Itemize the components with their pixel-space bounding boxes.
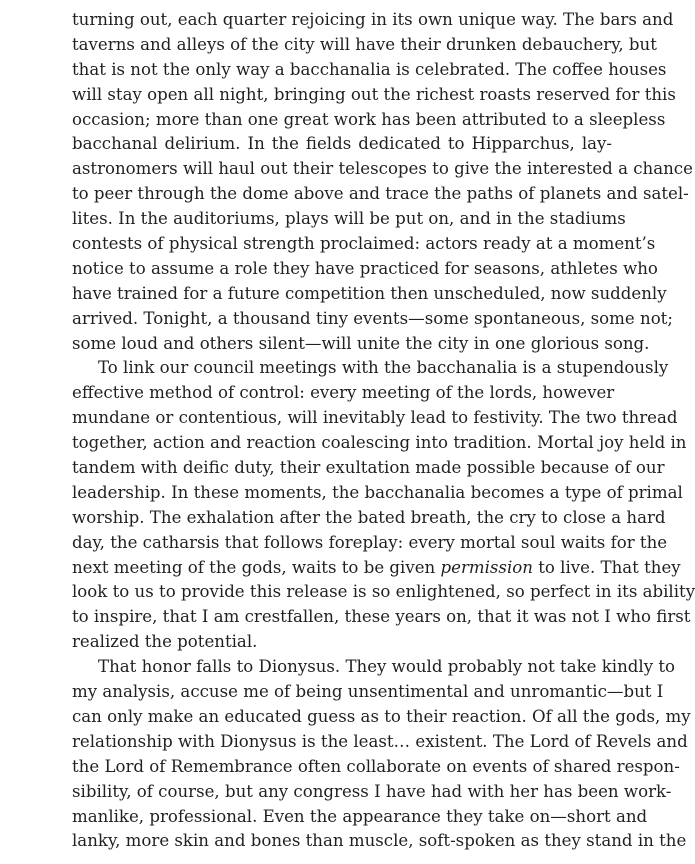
text-line: effective method of control: every meeting of the lords, however [72,383,615,403]
text-line: That honor falls to Dionysus. They would probably not take kindly to [98,657,676,677]
text-line: day, the catharsis that follows foreplay: every mortal soul waits for the [72,532,668,552]
text-line: that is not the only way a bacchanalia is celebrated. The coffee houses [72,59,667,79]
text-line: will stay open all night, bringing out the richest roasts reserved for this [72,84,676,104]
text-line: next meeting of the gods, waits to be given permission to live. That they [72,557,681,577]
text-line: To link our council meetings with the bacchanalia is a stupendously [98,358,669,378]
text-line: tandem with deific duty, their exultation made possible because of our [72,458,665,478]
text-line: the Lord of Remembrance often collaborate on events of shared respon- [72,756,680,776]
text-line: worship. The exhalation after the bated breath, the cry to close a hard [72,507,666,527]
text-line: some loud and others silent—will unite the city in one glorious song. [72,333,650,353]
text-line: relationship with Dionysus is the least… existent. The Lord of Revels and [72,731,688,751]
text-line: occasion; more than one great work has been attributed to a sleepless [72,109,666,129]
text-line: my analysis, accuse me of being unsentimental and unromantic—but I [72,682,664,702]
text-line: turning out, each quarter rejoicing in its own unique way. The bars and [72,10,674,29]
book-page [72,8,695,854]
text-line: realized the potential. [72,632,258,652]
text-line: have trained for a future competition then unscheduled, now suddenly [72,283,667,303]
text-line: notice to assume a role they have practiced for seasons, athletes who [72,258,658,278]
text-line: mundane or contentious, will inevitably lead to festivity. The two thread [72,408,678,428]
paragraph [72,356,695,655]
emphasis-text: permission [440,557,533,577]
text-line: leadership. In these moments, the bacchanalia becomes a type of primal [72,482,683,502]
text-line: sibility, of course, but any congress I have had with her has been work- [72,781,672,801]
text-line: look to us to provide this release is so enlightened, so perfect in its ability [72,582,695,602]
text-line: lites. In the auditoriums, plays will be put on, and in the stadiums [72,209,626,229]
paragraph [72,655,691,854]
text-line: can only make an educated guess as to their reaction. Of all the gods, my [72,706,691,726]
text-line: bacchanal delirium. In the fields dedicated to Hipparchus, lay- [72,134,612,154]
text-line: astronomers will haul out their telescopes to give the interested a chance [72,159,693,179]
text-line: together, action and reaction coalescing into tradition. Mortal joy held in [72,433,687,453]
text-line: arrived. Tonight, a thousand tiny events—some spontaneous, some not; [72,308,673,328]
text-line: manlike, professional. Even the appearance they take on—short and [72,806,648,826]
text-line: contests of physical strength proclaimed: actors ready at a moment’s [72,234,656,254]
paragraph [72,8,693,356]
text-line: lanky, more skin and bones than muscle, soft-spoken as they stand in the [72,831,687,851]
text-line: taverns and alleys of the city will have their drunken debauchery, but [72,34,657,54]
text-line: to inspire, that I am crestfallen, these years on, that it was not I who first [72,607,691,627]
text-line: to peer through the dome above and trace the paths of planets and satel- [72,184,689,204]
